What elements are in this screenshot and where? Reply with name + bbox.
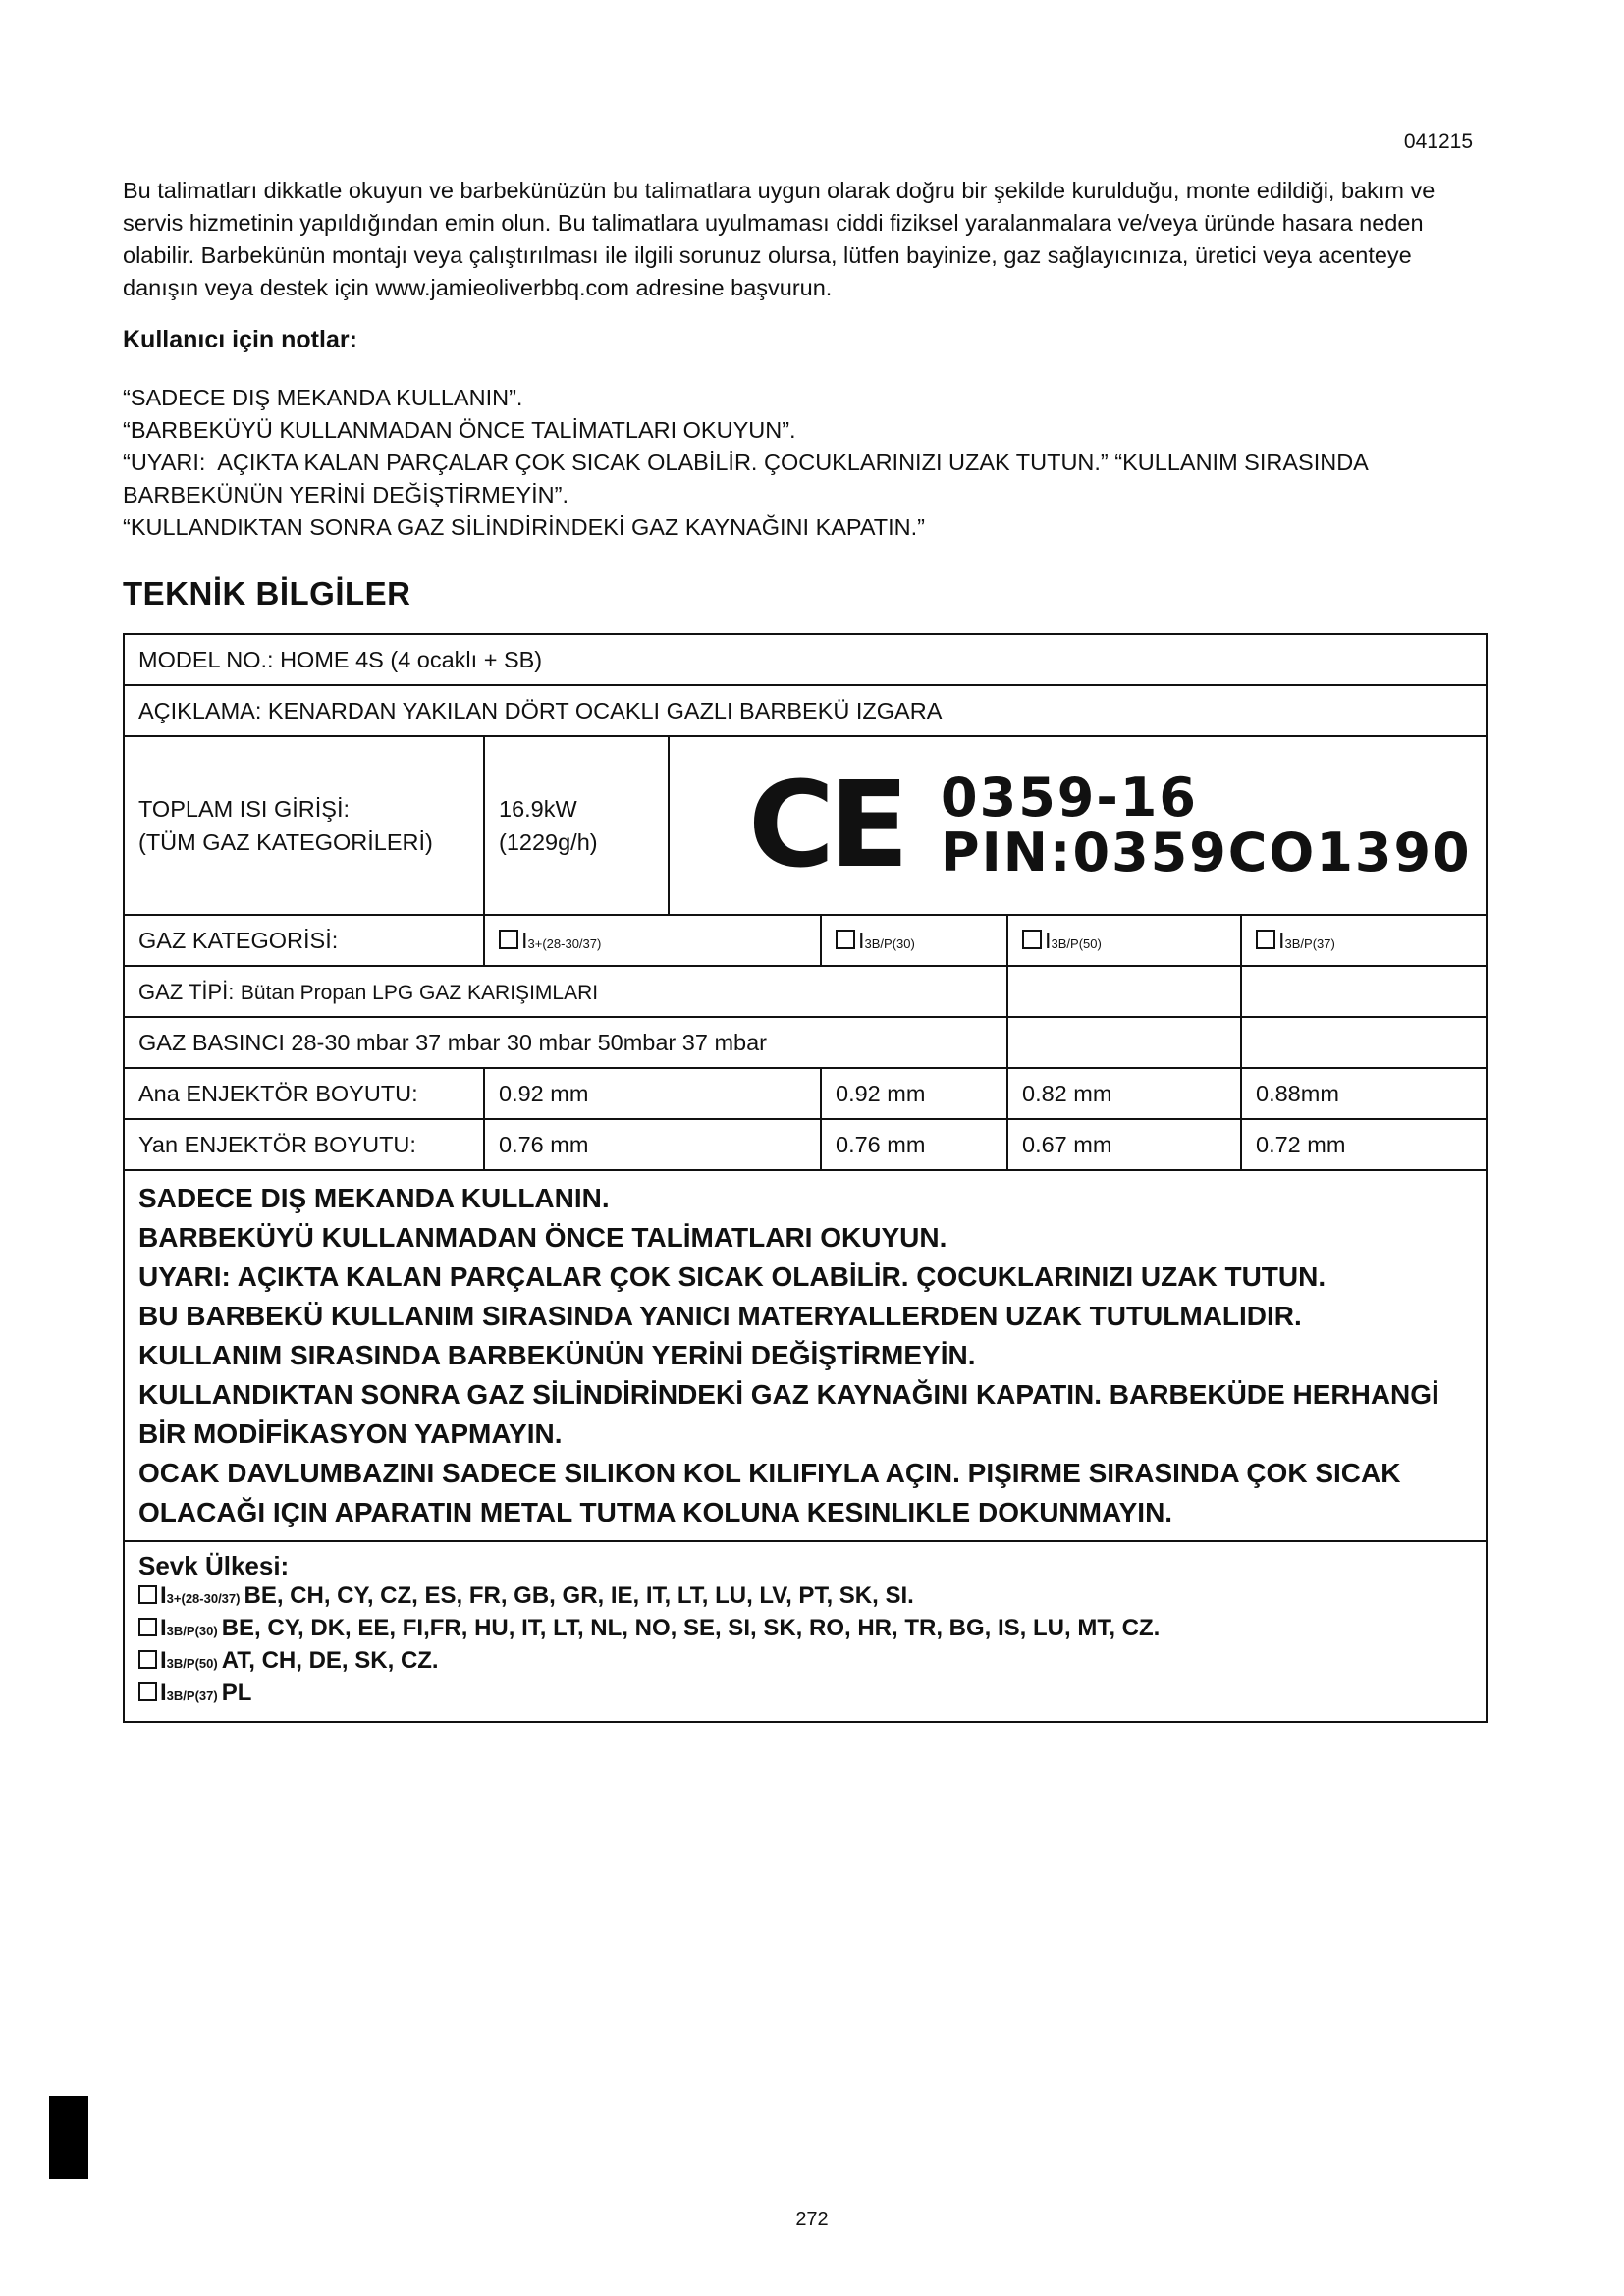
- checkbox-icon: [138, 1585, 157, 1604]
- gas-category-cell: I 3B/P(50): [1007, 915, 1241, 966]
- main-injector-label: Ana ENJEKTÖR BOYUTU:: [124, 1068, 484, 1119]
- gas-type-cell: GAZ TİPİ: Bütan Propan LPG GAZ KARIŞIMLARI: [124, 966, 1007, 1017]
- empty-cell: [1241, 966, 1487, 1017]
- gas-category-cell: I 3B/P(30): [821, 915, 1007, 966]
- side-injector-value: 0.76 mm: [821, 1119, 1007, 1170]
- document-code: 041215: [1403, 131, 1473, 153]
- note-line: “BARBEKÜYÜ KULLANMADAN ÖNCE TALİMATLARI OKUYUN”.: [123, 417, 796, 443]
- heat-input-label-cell: TOPLAM ISI GİRİŞİ: (TÜM GAZ KATEGORİLERİ): [124, 736, 484, 915]
- warning-line: BU BARBEKÜ KULLANIM SIRASINDA YANICI MATERYALLERDEN UZAK TUTULMALIDIR.: [138, 1301, 1302, 1331]
- main-injector-value: 0.88mm: [1241, 1068, 1487, 1119]
- checkbox-icon: [138, 1618, 157, 1636]
- gas-category-label: GAZ KATEGORİSİ:: [124, 915, 484, 966]
- checkbox-icon: [499, 930, 518, 949]
- intro-paragraph: Bu talimatları dikkatle okuyun ve barbekünüzün bu talimatlara uygun olarak doğru bir şekilde kurulduğu, monte edildiği, bakım ve servis hizmetinin yapıldığından emin olun. Bu talimatlara uyulmaması ciddi fiziksel yaralanmalara ve/veya üründe hasara neden olabilir. Barbekünün montajı veya çalıştırılması ile ilgili sorunuz olursa, lütfen bayinize, gaz sağlayıcınıza, üretici veya acenteye danışın veya destek için www.jamieoliverbbq.com adresine başvurun.: [123, 178, 1435, 300]
- model-cell: MODEL NO.: HOME 4S (4 ocaklı + SB): [124, 634, 1487, 685]
- checkbox-icon: [1256, 930, 1275, 949]
- checkbox-icon: [138, 1650, 157, 1669]
- side-injector-label: Yan ENJEKTÖR BOYUTU:: [124, 1119, 484, 1170]
- warnings-cell: [124, 1170, 1487, 1541]
- checkbox-icon: [138, 1682, 157, 1701]
- main-injector-value: 0.92 mm: [484, 1068, 821, 1119]
- technical-info-table: [123, 633, 1488, 1723]
- warning-line: SADECE DIŞ MEKANDA KULLANIN.: [138, 1183, 610, 1213]
- main-injector-value: 0.92 mm: [821, 1068, 1007, 1119]
- ce-mark-cell: [669, 736, 1487, 915]
- side-injector-value: 0.76 mm: [484, 1119, 821, 1170]
- country-row: I 3+(28-30/37) BE, CH, CY, CZ, ES, FR, GB, GR, IE, IT, LT, LU, LV, PT, SK, SI.: [138, 1581, 1472, 1614]
- countries-heading: Sevk Ülkesi:: [138, 1551, 290, 1580]
- note-line: “SADECE DIŞ MEKANDA KULLANIN”.: [123, 385, 523, 410]
- empty-cell: [1007, 1017, 1241, 1068]
- main-injector-value: 0.82 mm: [1007, 1068, 1241, 1119]
- country-row: I 3B/P(30) BE, CY, DK, EE, FI,FR, HU, IT, LT, NL, NO, SE, SI, SK, RO, HR, TR, BG, IS, LU, MT, CZ.: [138, 1614, 1472, 1646]
- heat-input-value-cell: 16.9kW (1229g/h): [484, 736, 669, 915]
- ce-code: 0359-16: [941, 767, 1198, 828]
- ce-pin: PIN:0359CO1390: [941, 822, 1472, 883]
- page-number: 272: [795, 2209, 829, 2230]
- gas-category-cell: I 3B/P(37): [1241, 915, 1487, 966]
- checkbox-icon: [836, 930, 855, 949]
- page-edge-marker: [49, 2096, 88, 2179]
- empty-cell: [1241, 1017, 1487, 1068]
- warning-line: KULLANIM SIRASINDA BARBEKÜNÜN YERİNİ DEĞİŞTİRMEYİN.: [138, 1340, 976, 1370]
- checkbox-icon: [1022, 930, 1042, 949]
- warning-line: UYARI: AÇIKTA KALAN PARÇALAR ÇOK SICAK OLABİLİR. ÇOCUKLARINIZI UZAK TUTUN.: [138, 1261, 1326, 1292]
- warning-line: BARBEKÜYÜ KULLANMADAN ÖNCE TALİMATLARI OKUYUN.: [138, 1222, 947, 1253]
- notes-heading: Kullanıcı için notlar:: [123, 326, 357, 353]
- countries-cell: [124, 1541, 1487, 1722]
- warning-line: OCAK DAVLUMBAZINI SADECE SILIKON KOL KILIFIYLA AÇIN. PIŞIRME SIRASINDA ÇOK SICAK OLACAĞI IÇIN APARATIN METAL TUTMA KOLUNA KESINLIKLE DOKUNMAYIN.: [138, 1458, 1409, 1527]
- side-injector-value: 0.72 mm: [1241, 1119, 1487, 1170]
- user-notes: [123, 382, 1497, 544]
- description-cell: AÇIKLAMA: KENARDAN YAKILAN DÖRT OCAKLI GAZLI BARBEKÜ IZGARA: [124, 685, 1487, 736]
- note-line: “KULLANDIKTAN SONRA GAZ SİLİNDİRİNDEKİ GAZ KAYNAĞINI KAPATIN.”: [123, 514, 925, 540]
- ce-mark-logo: CE: [748, 757, 904, 894]
- country-row: I 3B/P(37) PL: [138, 1679, 1472, 1711]
- note-line: “UYARI: AÇIKTA KALAN PARÇALAR ÇOK SICAK OLABİLİR. ÇOCUKLARINIZI UZAK TUTUN.” “KULLANIM SIRASINDA BARBEKÜNÜN YERİNİ DEĞİŞTİRMEYİN”.: [123, 450, 1375, 507]
- section-title: TEKNİK BİLGİLER: [123, 575, 411, 612]
- side-injector-value: 0.67 mm: [1007, 1119, 1241, 1170]
- empty-cell: [1007, 966, 1241, 1017]
- gas-pressure-cell: GAZ BASINCI 28-30 mbar 37 mbar 30 mbar 50mbar 37 mbar: [124, 1017, 1007, 1068]
- gas-category-cell: I 3+(28-30/37): [484, 915, 821, 966]
- country-row: I 3B/P(50) AT, CH, DE, SK, CZ.: [138, 1646, 1472, 1679]
- warning-line: KULLANDIKTAN SONRA GAZ SİLİNDİRİNDEKİ GAZ KAYNAĞINI KAPATIN. BARBEKÜDE HERHANGİ BİR MODİFİKASYON YAPMAYIN.: [138, 1379, 1447, 1449]
